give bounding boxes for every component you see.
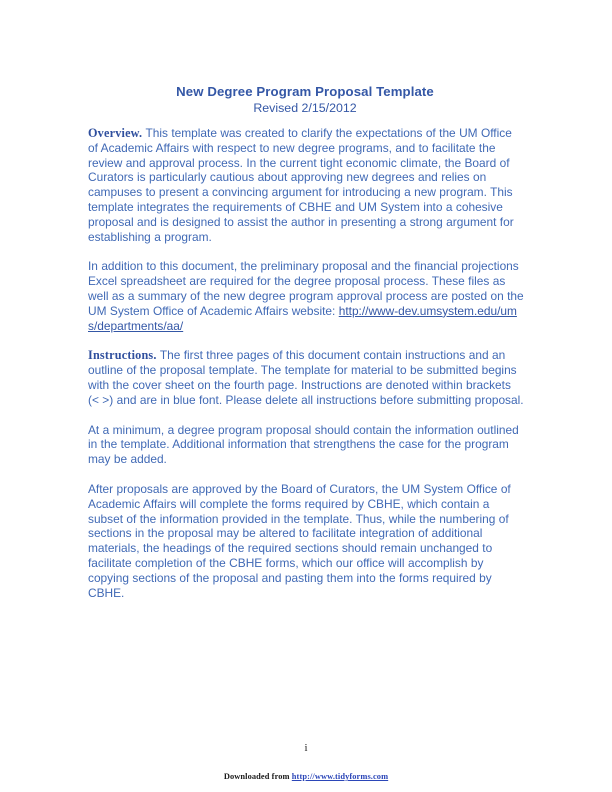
- document-body: [88, 126, 524, 600]
- additional-documents-text: In addition to this document, the preliminary proposal and the financial projections Excel spreadsheet are required for the degree proposal process. These files as well as a summary of the new degree program approval process are posted on the UM System Office of Academic Affairs website:: [88, 259, 524, 318]
- download-watermark: [0, 772, 612, 782]
- overview-text: This template was created to clarify the expectations of the UM Office of Academic Affairs with respect to new degree programs, and to facilitate the review and approval process. In the current tight economic climate, the Board of Curators is particularly cautious about approving new degrees and relies on campuses to present a convincing argument for introducing a new program. This template integrates the requirements of CBHE and UM System into a cohesive proposal and is designed to assist the author in presenting a strong argument for establishing a program.: [88, 126, 514, 244]
- paragraph-approval-process: After proposals are approved by the Board of Curators, the UM System Office of Academic Affairs will complete the forms required by CBHE, which contain a subset of the information provided in the template. Thus, while the numbering of sections in the proposal may be altered to facilitate integration of additional materials, the headings of the required sections should remain unchanged to facilitate completion of the CBHE forms, which our office will accomplish by copying sections of the proposal and pasting them into the forms required by CBHE.: [88, 481, 511, 600]
- watermark-source-link[interactable]: http://www.tidyforms.com: [291, 772, 389, 781]
- paragraph-minimum-content: At a minimum, a degree program proposal should contain the information outlined in the template. Additional information that strengthens the case for the program may be added.: [88, 422, 519, 467]
- revision-date: Revised 2/15/2012: [253, 101, 357, 115]
- paragraph-overview: [88, 126, 524, 244]
- academic-affairs-website-link[interactable]: http://www-dev.umsystem.edu/ums/departments/aa/: [88, 303, 517, 333]
- page-number: i: [304, 742, 308, 754]
- paragraph-instructions: [88, 348, 524, 407]
- title-block: [88, 84, 522, 116]
- watermark-prefix: Downloaded from: [223, 772, 292, 781]
- paragraph-additional-documents: [88, 259, 524, 333]
- instructions-text: The first three pages of this document contain instructions and an outline of the proposal template. The template for material to be submitted begins with the cover sheet on the fourth page. Instructions are denoted within brackets (< >) and are in blue font. Please delete all instructions before submitting proposal.: [88, 348, 524, 407]
- instructions-label: Instructions.: [88, 348, 157, 363]
- page-title: New Degree Program Proposal Template: [176, 84, 434, 99]
- overview-label: Overview.: [88, 126, 143, 140]
